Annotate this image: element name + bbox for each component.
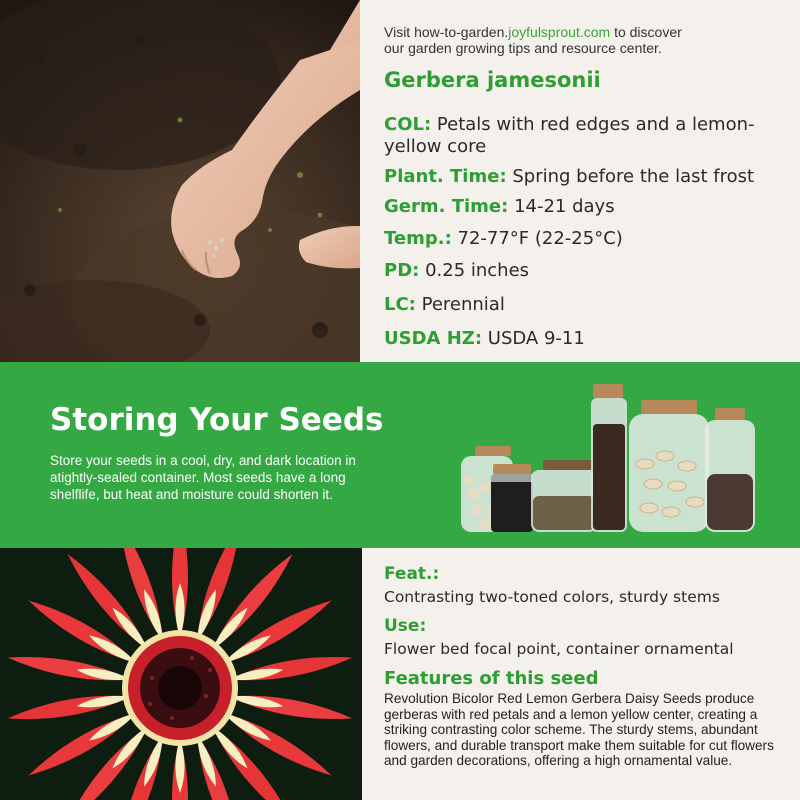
use-label: Use:: [384, 616, 427, 636]
seed-features-block: [384, 668, 784, 769]
seed-jars-illustration: [455, 384, 765, 534]
feat-block: [384, 564, 784, 606]
temperature-label: Temp.:: [384, 228, 452, 249]
planting-depth-row: [384, 260, 529, 282]
visit-suffix: to discover: [610, 24, 682, 40]
hardiness-zone-value: USDA 9-11: [482, 328, 585, 349]
feat-value: Contrasting two-toned colors, sturdy stems: [384, 588, 720, 606]
color-label: COL:: [384, 114, 432, 135]
storing-seeds-text: Store your seeds in a cool, dry, and dark location in atightly-sealed container. Most seeds have a long shelflife, but heat and moisture could shorten it.: [50, 453, 356, 502]
visit-line2: our garden growing tips and resource center.: [384, 40, 662, 56]
jar-mixed-seeds: [705, 408, 755, 532]
germ-time-value: 14-21 days: [508, 196, 615, 217]
use-value: Flower bed focal point, container ornamental: [384, 640, 734, 658]
plant-info-section: [0, 0, 800, 362]
life-cycle-row: [384, 294, 505, 316]
color-value: Petals with red edges and a lemon-yellow core: [384, 114, 755, 157]
jar-pumpkin-seeds: [629, 400, 709, 532]
jar-tall-dark: [591, 384, 627, 532]
planting-depth-label: PD:: [384, 260, 420, 281]
brand-link[interactable]: joyfulsprout.com: [508, 24, 611, 40]
gerbera-flower-illustration: [0, 548, 362, 800]
hardiness-zone-row: [384, 328, 585, 350]
plant-info-panel: [384, 24, 784, 349]
gerbera-flower-photo: [0, 548, 362, 800]
germ-time-row: [384, 196, 615, 218]
use-block: [384, 616, 784, 658]
soil-hands-photo: [0, 0, 360, 362]
color-row: [384, 114, 784, 158]
seed-features-value: Revolution Bicolor Red Lemon Gerbera Daisy Seeds produce gerberas with red petals and a lemon yellow center, creating a striking contrasting color scheme. The sturdy stems, abundant flowers, and durable transport make them suitable for cut flowers and garden decorations, offering a high ornamental value.: [384, 691, 774, 769]
jar-black-seeds: [491, 464, 533, 532]
plant-time-value: Spring before the last frost: [506, 166, 755, 187]
storing-seeds-banner: [0, 362, 800, 548]
life-cycle-label: LC:: [384, 294, 416, 315]
planting-depth-value: 0.25 inches: [419, 260, 530, 281]
plant-time-label: Plant. Time:: [384, 166, 507, 187]
plant-time-row: [384, 166, 754, 188]
hardiness-zone-label: USDA HZ:: [384, 328, 483, 349]
feat-label: Feat.:: [384, 564, 440, 584]
soil-hands-illustration: [0, 0, 360, 362]
jar-fine-seeds: [531, 460, 597, 532]
germ-time-label: Germ. Time:: [384, 196, 509, 217]
life-cycle-value: Perennial: [415, 294, 505, 315]
visit-note: [384, 24, 784, 56]
storing-seeds-title: Storing Your Seeds: [50, 402, 384, 438]
seed-features-label: Features of this seed: [384, 668, 599, 689]
features-section: [0, 548, 800, 800]
temperature-value: 72-77°F (22-25°C): [451, 228, 623, 249]
visit-prefix: Visit how-to-garden.: [384, 24, 509, 40]
plant-name: Gerbera jamesonii: [384, 68, 601, 92]
temperature-row: [384, 228, 623, 250]
